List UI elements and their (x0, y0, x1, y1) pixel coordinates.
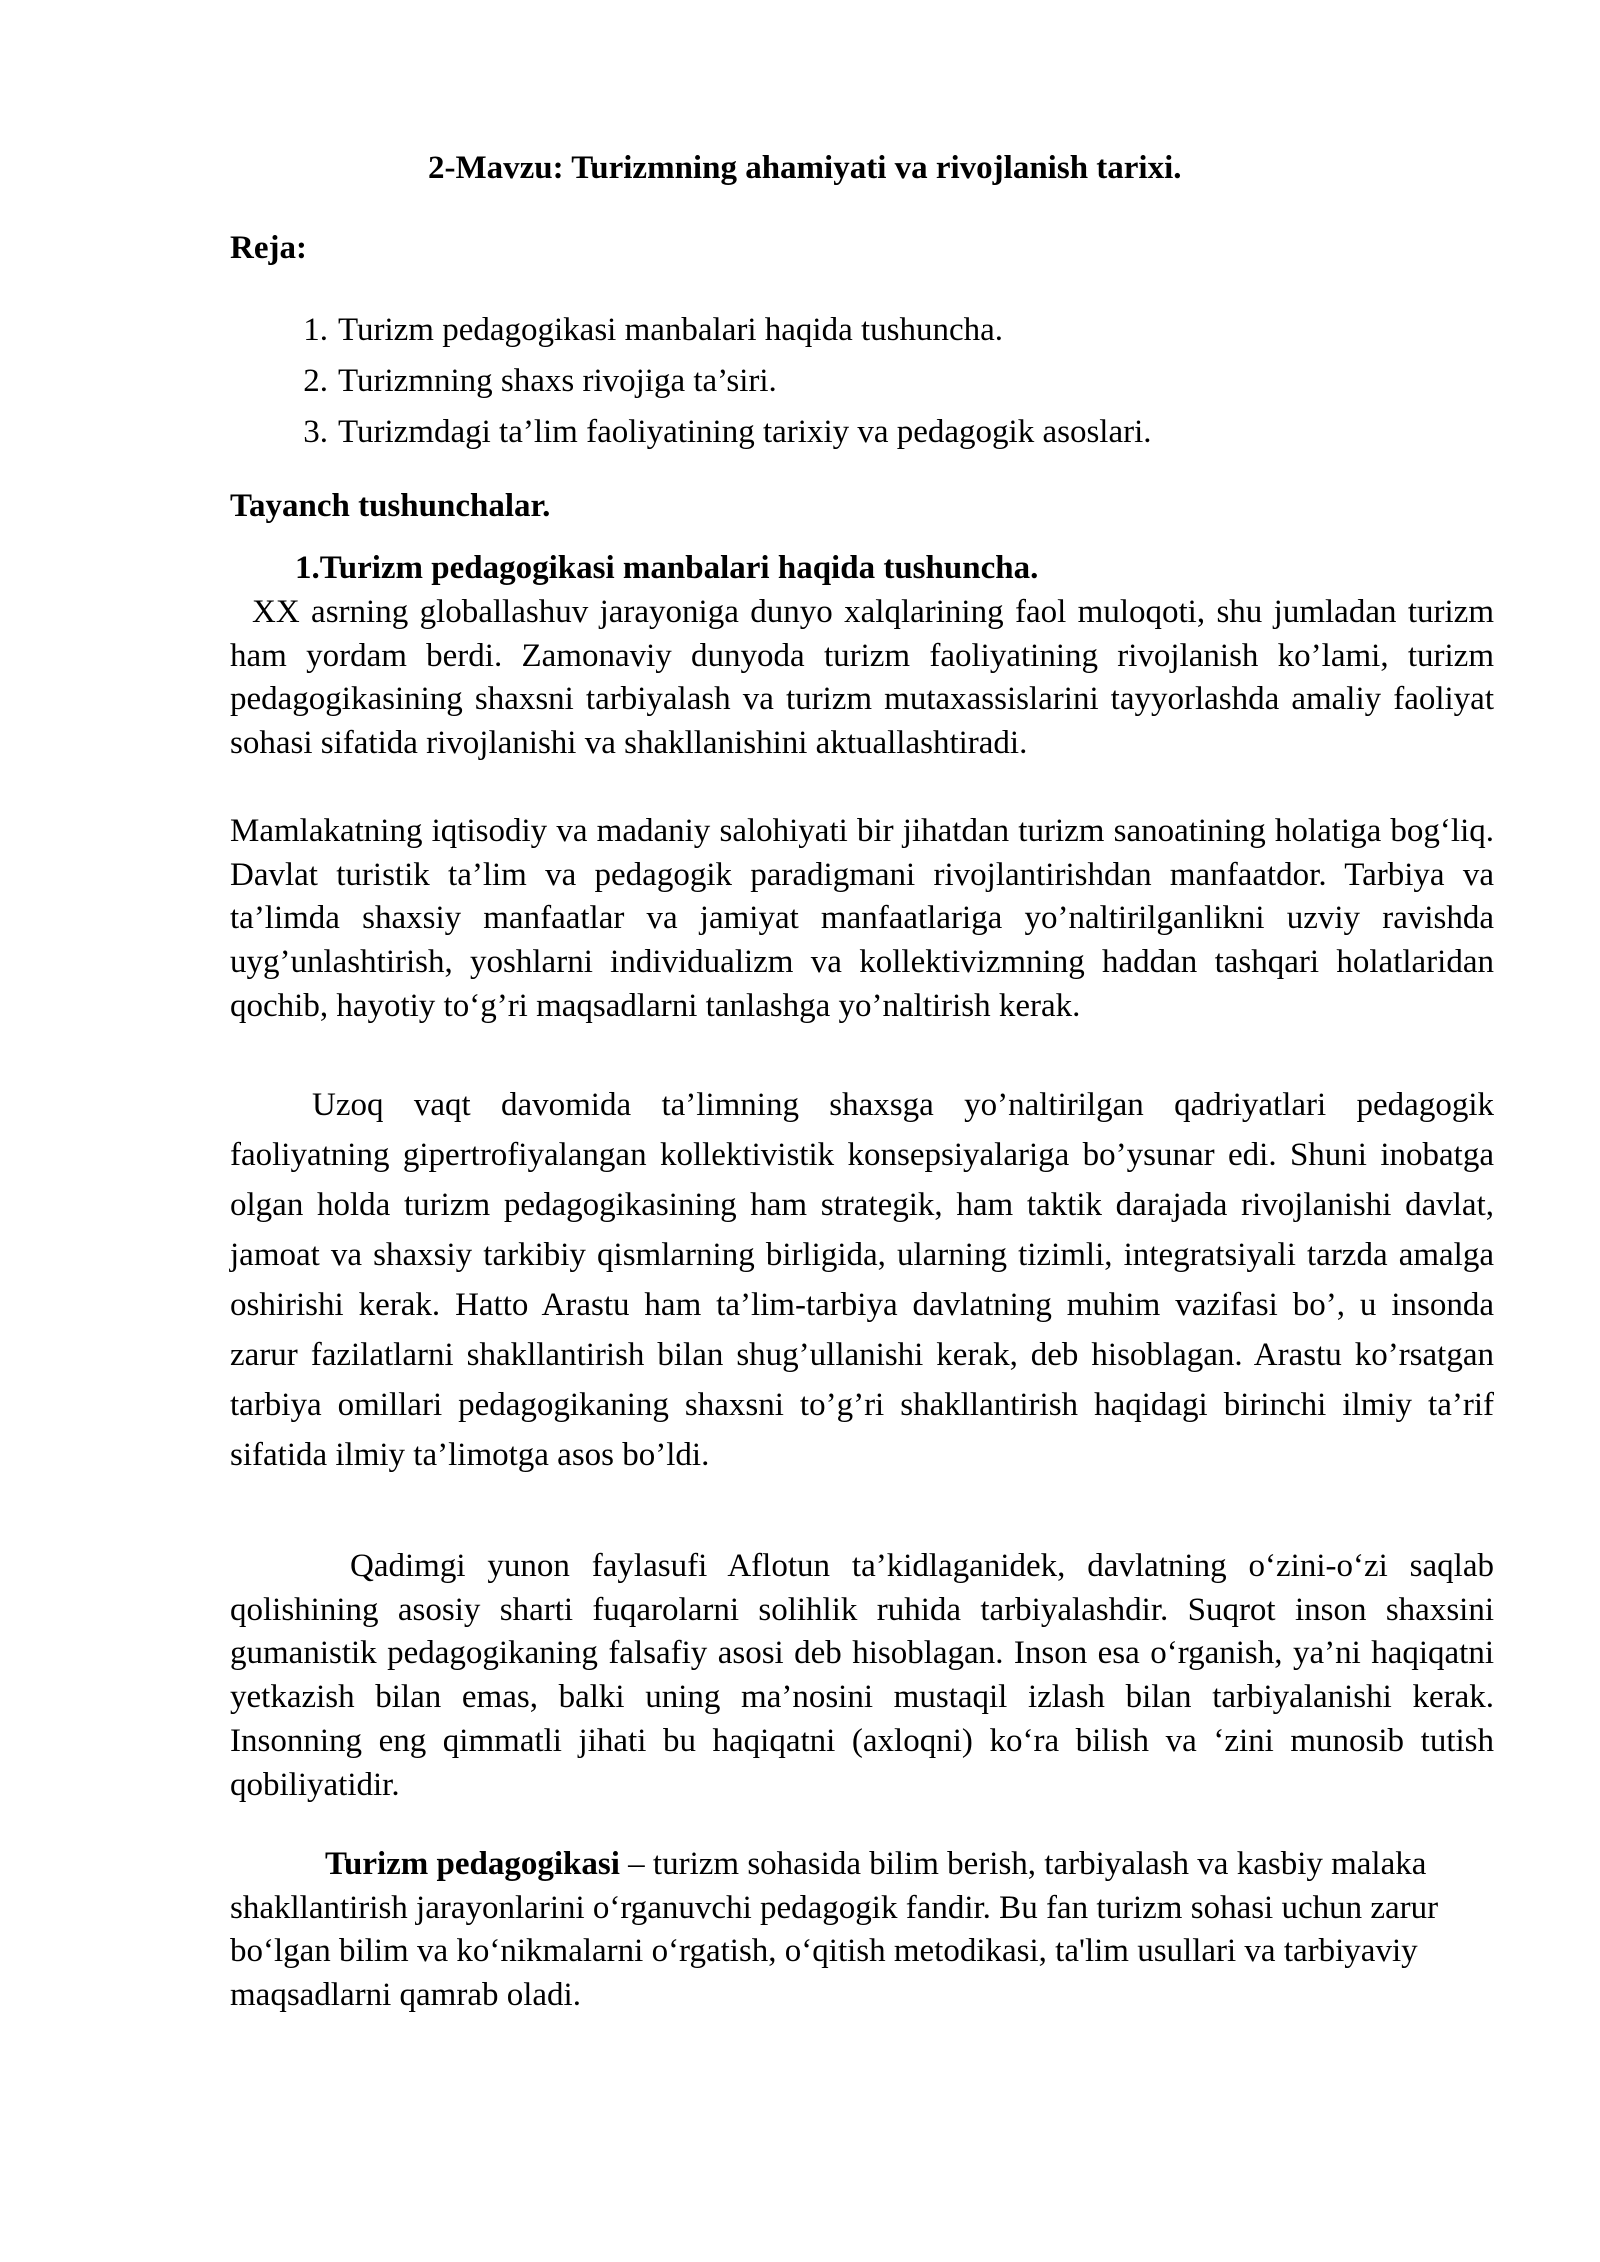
section-heading: 1.Turizm pedagogikasi manbalari haqida tushuncha. (295, 550, 1039, 586)
paragraph: Uzoq vaqt davomida ta’limning shaxsga yo’naltirilgan qadriyatlari pedagogik faoliyatning gipertrofiyalangan kollektivistik konsepsiyalariga bo’ysunar edi. Shuni inobatga olgan holda turizm pedagogikasining ham strategik, ham taktik darajada rivojlanishi davlat, jamoat va shaxsiy tarkibiy qismlarning birligida, ularning tizimli, integratsiyali tarzda amalga oshirishi kerak. Hatto Arastu ham ta’lim-tarbiya davlatning muhim vazifasi bo’, u insonda zarur fazilatlarni shakllantirish bilan shug’ullanishi kerak, deb hisoblagan. Arastu ko’rsatgan tarbiya omillari pedagogikaning shaxsni to’g’ri shakllantirish haqidagi birinchi ilmiy ta’rif sifatida ilmiy ta’limotga asos bo’ldi. (230, 1087, 1494, 1473)
paragraph: Qadimgi yunon faylasufi Aflotun ta’kidlaganidek, davlatning o‘zini-o‘zi saqlab qolishining asosiy sharti fuqarolarni solihlik ruhida tarbiyalashdir. Suqrot inson shaxsini gumanistik pedagogikaning falsafiy asosi deb hisoblagan. Inson esa o‘rganish, ya’ni haqiqatni yetkazish bilan emas, balki uning ma’nosini mustaqil izlash bilan tarbiyalanishi kerak. Insonning eng qimmatli jihati bu haqiqatni (axloqni) ko‘ra bilish va ‘zini munosib tutish qobiliyatidir. (230, 1548, 1494, 1803)
plan-item-text: Turizm pedagogikasi manbalari haqida tushuncha. (338, 312, 1004, 348)
plan-item-number: 1. (303, 312, 328, 348)
plan-heading: Reja: (230, 230, 307, 266)
plan-item (230, 407, 1152, 458)
paragraph: XX asrning globallashuv jarayoniga dunyo xalqlarining faol muloqoti, shu jumladan turizm ham yordam berdi. Zamonaviy dunyoda turizm faoliyatining rivojlanish ko’lami, turizm pedagogikasining shaxsni tarbiyalash va turizm mutaxassislarini tayyorlashda amaliy faoliyat sohasi sifatida rivojlanishi va shakllanishini aktuallashtiradi. (230, 594, 1494, 762)
paragraph: Mamlakatning iqtisodiy va madaniy salohiyati bir jihatdan turizm sanoatining holatiga bog‘liq. Davlat turistik ta’lim va pedagogik paradigmani rivojlantirishdan manfaatdor. Tarbiya va ta’limda shaxsiy manfaatlar va jamiyat manfaatlariga yo’naltirilganlikni uzviy ravishda uyg’unlashtirish, yoshlarni individualizm va kollektivizmning haddan tashqari holatlaridan qochib, hayotiy to‘g’ri maqsadlarni tanlashga yo’naltirish kerak. (230, 813, 1494, 1024)
definition-text: – turizm sohasida bilim berish, tarbiyalash va kasbiy malaka shakllantirish jarayonlarini o‘rganuvchi pedagogik fandir. Bu fan turizm sohasi uchun zarur bo‘lgan bilim va ko‘nikmalarni o‘rgatish, o‘qitish metodikasi, ta'lim usullari va tarbiyaviy maqsadlarni qamrab oladi. (230, 1846, 1439, 2014)
plan-item-number: 2. (303, 363, 328, 399)
plan-item (230, 356, 1152, 407)
plan-item (230, 305, 1152, 356)
defined-term: Turizm pedagogikasi (325, 1846, 620, 1882)
plan-item-number: 3. (303, 414, 328, 450)
key-concepts-heading: Tayanch tushunchalar. (230, 488, 551, 524)
plan-item-text: Turizmdagi ta’lim faoliyatining tarixiy va pedagogik asoslari. (338, 414, 1152, 450)
plan-item-text: Turizmning shaxs rivojiga ta’siri. (338, 363, 777, 399)
plan-list (230, 305, 1152, 458)
definition-paragraph (230, 1843, 1470, 2018)
page-title: 2-Mavzu: Turizmning ahamiyati va rivojlanish tarixi. (428, 150, 1182, 186)
